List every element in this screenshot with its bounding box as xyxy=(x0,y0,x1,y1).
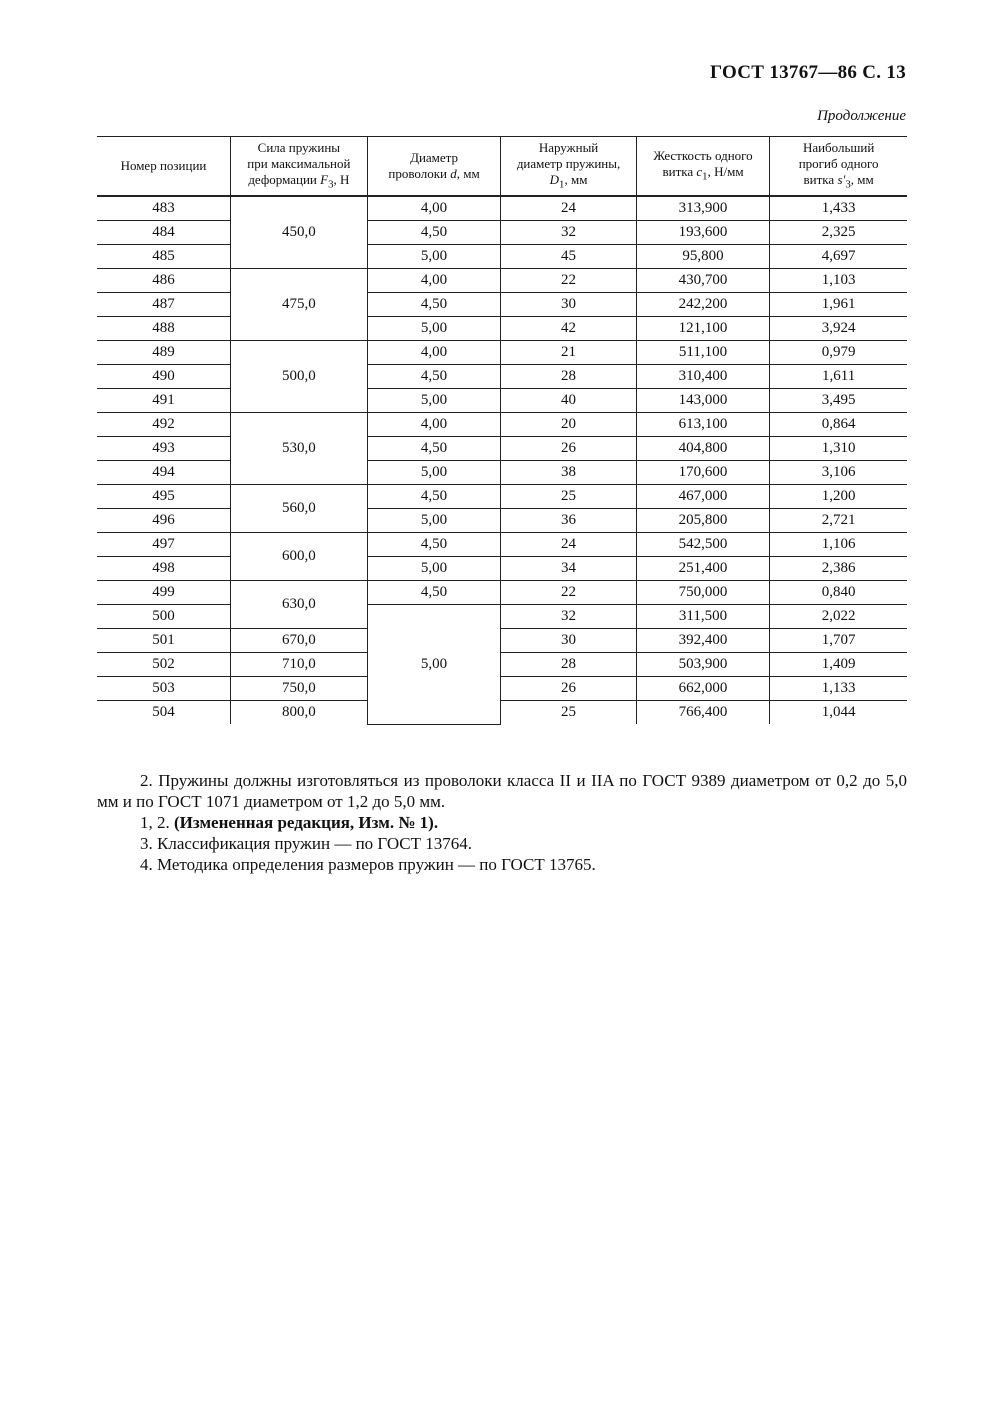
outer-diameter-cell: 21 xyxy=(501,341,636,365)
deflection-cell: 3,495 xyxy=(770,389,907,413)
outer-diameter-cell: 28 xyxy=(501,653,636,677)
table-row xyxy=(97,581,907,605)
table-row xyxy=(97,341,907,365)
stiffness-cell: 766,400 xyxy=(636,701,770,725)
deflection-cell: 1,409 xyxy=(770,653,907,677)
stiffness-cell: 542,500 xyxy=(636,533,770,557)
table-row xyxy=(97,293,907,317)
force-cell: 630,0 xyxy=(230,581,367,629)
position-cell: 488 xyxy=(97,317,230,341)
wire-diameter-cell: 5,00 xyxy=(367,605,501,725)
force-cell: 475,0 xyxy=(230,269,367,341)
force-cell: 600,0 xyxy=(230,533,367,581)
deflection-cell: 1,707 xyxy=(770,629,907,653)
table-row xyxy=(97,221,907,245)
deflection-cell: 2,721 xyxy=(770,509,907,533)
deflection-cell: 2,022 xyxy=(770,605,907,629)
wire-diameter-cell: 4,00 xyxy=(367,341,501,365)
deflection-cell: 1,044 xyxy=(770,701,907,725)
wire-diameter-cell: 5,00 xyxy=(367,461,501,485)
stiffness-cell: 251,400 xyxy=(636,557,770,581)
stiffness-cell: 511,100 xyxy=(636,341,770,365)
col-wire-diameter: Диаметр проволоки d, мм xyxy=(367,137,501,197)
wire-diameter-cell: 4,00 xyxy=(367,269,501,293)
position-cell: 483 xyxy=(97,196,230,221)
outer-diameter-cell: 20 xyxy=(501,413,636,437)
table-row xyxy=(97,509,907,533)
deflection-cell: 2,386 xyxy=(770,557,907,581)
wire-diameter-cell: 5,00 xyxy=(367,317,501,341)
col-stiffness: Жесткость одного витка $c_1$, Н/мм xyxy=(636,137,770,197)
stiffness-cell: 170,600 xyxy=(636,461,770,485)
outer-diameter-cell: 22 xyxy=(501,581,636,605)
note-3: 3. Классификация пружин — по ГОСТ 13764. xyxy=(140,834,473,853)
stiffness-cell: 121,100 xyxy=(636,317,770,341)
wire-diameter-cell: 4,50 xyxy=(367,533,501,557)
position-cell: 503 xyxy=(97,677,230,701)
force-cell: 450,0 xyxy=(230,196,367,269)
outer-diameter-cell: 42 xyxy=(501,317,636,341)
position-cell: 489 xyxy=(97,341,230,365)
outer-diameter-cell: 24 xyxy=(501,533,636,557)
position-cell: 494 xyxy=(97,461,230,485)
deflection-cell: 3,106 xyxy=(770,461,907,485)
table-row xyxy=(97,269,907,293)
position-cell: 501 xyxy=(97,629,230,653)
deflection-cell: 1,433 xyxy=(770,196,907,221)
position-cell: 499 xyxy=(97,581,230,605)
notes-section xyxy=(97,770,907,875)
wire-diameter-cell: 5,00 xyxy=(367,557,501,581)
note-2: 2. Пружины должны изготовляться из проволоки класса II и IIA по ГОСТ 9389 диаметром от 0,2 до 5,0 мм и по ГОСТ 1071 диаметром от 1,2 до 5,0 мм. xyxy=(97,771,907,811)
table-row xyxy=(97,437,907,461)
wire-diameter-cell: 4,50 xyxy=(367,581,501,605)
table-row xyxy=(97,485,907,509)
stiffness-cell: 95,800 xyxy=(636,245,770,269)
force-cell: 530,0 xyxy=(230,413,367,485)
table-row xyxy=(97,461,907,485)
wire-diameter-cell: 4,50 xyxy=(367,293,501,317)
stiffness-cell: 503,900 xyxy=(636,653,770,677)
table-row xyxy=(97,196,907,221)
deflection-cell: 1,200 xyxy=(770,485,907,509)
stiffness-cell: 392,400 xyxy=(636,629,770,653)
position-cell: 500 xyxy=(97,605,230,629)
force-cell: 500,0 xyxy=(230,341,367,413)
deflection-cell: 2,325 xyxy=(770,221,907,245)
wire-diameter-cell: 4,00 xyxy=(367,413,501,437)
note-4: 4. Методика определения размеров пружин — по ГОСТ 13765. xyxy=(140,855,596,874)
outer-diameter-cell: 25 xyxy=(501,485,636,509)
table-row xyxy=(97,701,907,725)
col-outer-diameter: Наружный диаметр пружины, $D_1$, мм xyxy=(501,137,636,197)
table-row xyxy=(97,413,907,437)
stiffness-cell: 310,400 xyxy=(636,365,770,389)
stiffness-cell: 430,700 xyxy=(636,269,770,293)
stiffness-cell: 313,900 xyxy=(636,196,770,221)
position-cell: 497 xyxy=(97,533,230,557)
outer-diameter-cell: 25 xyxy=(501,701,636,725)
force-cell: 800,0 xyxy=(230,701,367,725)
outer-diameter-cell: 26 xyxy=(501,677,636,701)
continuation-label: Продолжение xyxy=(817,108,906,124)
stiffness-cell: 750,000 xyxy=(636,581,770,605)
table-header-row xyxy=(97,137,907,197)
deflection-cell: 1,310 xyxy=(770,437,907,461)
col-max-deflection: Наибольший прогиб одного витка $s'_3$, мм xyxy=(770,137,907,197)
stiffness-cell: 242,200 xyxy=(636,293,770,317)
outer-diameter-cell: 24 xyxy=(501,196,636,221)
position-cell: 487 xyxy=(97,293,230,317)
wire-diameter-cell: 5,00 xyxy=(367,389,501,413)
deflection-cell: 1,133 xyxy=(770,677,907,701)
stiffness-cell: 193,600 xyxy=(636,221,770,245)
position-cell: 484 xyxy=(97,221,230,245)
wire-diameter-cell: 4,00 xyxy=(367,196,501,221)
force-cell: 710,0 xyxy=(230,653,367,677)
stiffness-cell: 613,100 xyxy=(636,413,770,437)
stiffness-cell: 404,800 xyxy=(636,437,770,461)
note-amendment: 1, 2. (Измененная редакция, Изм. № 1). xyxy=(140,813,439,832)
stiffness-cell: 662,000 xyxy=(636,677,770,701)
wire-diameter-cell: 4,50 xyxy=(367,221,501,245)
outer-diameter-cell: 36 xyxy=(501,509,636,533)
force-cell: 750,0 xyxy=(230,677,367,701)
outer-diameter-cell: 34 xyxy=(501,557,636,581)
table-row xyxy=(97,653,907,677)
position-cell: 490 xyxy=(97,365,230,389)
deflection-cell: 4,697 xyxy=(770,245,907,269)
outer-diameter-cell: 40 xyxy=(501,389,636,413)
outer-diameter-cell: 22 xyxy=(501,269,636,293)
page-header: ГОСТ 13767—86 С. 13 xyxy=(710,62,906,83)
stiffness-cell: 467,000 xyxy=(636,485,770,509)
position-cell: 502 xyxy=(97,653,230,677)
deflection-cell: 0,840 xyxy=(770,581,907,605)
position-cell: 496 xyxy=(97,509,230,533)
outer-diameter-cell: 30 xyxy=(501,629,636,653)
deflection-cell: 1,103 xyxy=(770,269,907,293)
outer-diameter-cell: 32 xyxy=(501,605,636,629)
deflection-cell: 0,864 xyxy=(770,413,907,437)
wire-diameter-cell: 4,50 xyxy=(367,365,501,389)
table-row xyxy=(97,533,907,557)
outer-diameter-cell: 30 xyxy=(501,293,636,317)
deflection-cell: 3,924 xyxy=(770,317,907,341)
wire-diameter-cell: 4,50 xyxy=(367,437,501,461)
deflection-cell: 0,979 xyxy=(770,341,907,365)
table-row xyxy=(97,629,907,653)
position-cell: 485 xyxy=(97,245,230,269)
outer-diameter-cell: 38 xyxy=(501,461,636,485)
wire-diameter-cell: 5,00 xyxy=(367,245,501,269)
stiffness-cell: 205,800 xyxy=(636,509,770,533)
table-row xyxy=(97,389,907,413)
position-cell: 504 xyxy=(152,704,175,720)
force-cell: 560,0 xyxy=(230,485,367,533)
deflection-cell: 1,961 xyxy=(770,293,907,317)
stiffness-cell: 311,500 xyxy=(636,605,770,629)
stiffness-cell: 143,000 xyxy=(636,389,770,413)
table-row xyxy=(97,245,907,269)
col-position: Номер позиции xyxy=(97,137,230,197)
position-cell: 486 xyxy=(97,269,230,293)
deflection-cell: 1,611 xyxy=(770,365,907,389)
table-row xyxy=(97,317,907,341)
outer-diameter-cell: 28 xyxy=(501,365,636,389)
outer-diameter-cell: 32 xyxy=(501,221,636,245)
position-cell: 492 xyxy=(97,413,230,437)
table-row xyxy=(97,605,907,629)
table-row xyxy=(97,677,907,701)
col-force: Сила пружины при максимальной деформации $F_3$, Н xyxy=(230,137,367,197)
outer-diameter-cell: 45 xyxy=(501,245,636,269)
position-cell: 498 xyxy=(97,557,230,581)
wire-diameter-cell: 5,00 xyxy=(367,509,501,533)
position-cell: 495 xyxy=(97,485,230,509)
table-row xyxy=(97,557,907,581)
deflection-cell: 1,106 xyxy=(770,533,907,557)
outer-diameter-cell: 26 xyxy=(501,437,636,461)
spring-spec-table xyxy=(97,136,907,725)
table-row xyxy=(97,365,907,389)
force-cell: 670,0 xyxy=(230,629,367,653)
position-cell: 493 xyxy=(97,437,230,461)
position-cell: 491 xyxy=(97,389,230,413)
wire-diameter-cell: 4,50 xyxy=(367,485,501,509)
